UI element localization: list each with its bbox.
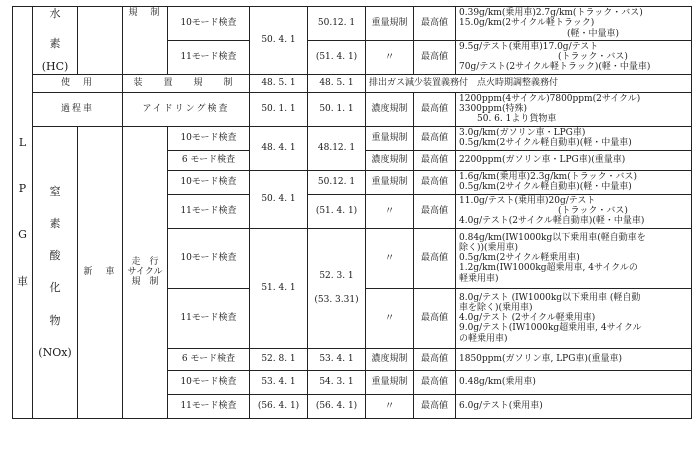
mode-cell: 11モード検査 (168, 288, 250, 348)
shiyou-label: 使 用 (33, 74, 123, 92)
mode-cell: アイドリング検査 (123, 92, 250, 126)
date-applied: 50. 1. 1 (308, 92, 366, 126)
date-applied: 50.12. 1 (308, 170, 366, 194)
limit-values: 3.0g/km(ガソリン車・LPG車) 0.5g/km(2サイクル軽自動車)(軽・中量車) (456, 126, 692, 150)
mode-cell: 11モード検査 (168, 394, 250, 418)
limit-values: 11.0g/テスト(乗用車)20g/テスト (トラック・バス) 4.0g/テスト(2サイクル軽自動車)(軽・中量車) (456, 194, 692, 228)
regulation-type: 〃 (366, 194, 414, 228)
date-applied: (56. 4. 1) (308, 394, 366, 418)
mode-cell: 装 置 規 制 (123, 74, 250, 92)
value-kind: 最高値 (414, 170, 456, 194)
hc-empty-cell (78, 7, 123, 75)
mode-cell: 10モード検査 (168, 370, 250, 394)
date-effective: 51. 4. 1 (250, 228, 308, 348)
regulation-type: 〃 (366, 288, 414, 348)
kisei-label: 規 制 (123, 7, 168, 75)
mode-cell: 11モード検査 (168, 40, 250, 74)
limit-values: 1200ppm(4サイクル)7800ppm(2サイクル) 3300ppm(特殊) 50. 6. 1より貨物車 (456, 92, 692, 126)
limit-values: 8.0g/テスト (IW1000kg以下乗用車 (軽自動 車を除く)(乗用車) 4.0g/テスト (2サイクル軽乗用車) 9.0g/テスト(IW1000kg超乗用車, 4サイクル の軽乗用車) (456, 288, 692, 348)
regulation-type: 重量規制 (366, 7, 414, 41)
date-effective: 50. 4. 1 (250, 170, 308, 228)
mode-cell: 10モード検査 (168, 7, 250, 41)
value-kind: 最高値 (414, 40, 456, 74)
regulation-type: 重量規制 (366, 370, 414, 394)
date-applied-pair (308, 228, 366, 348)
mode-cell: 10モード検査 (168, 170, 250, 194)
date-effective: 50. 1. 1 (250, 92, 308, 126)
value-kind: 最高値 (414, 126, 456, 150)
value-kind: 最高値 (414, 228, 456, 288)
date-applied: 48. 5. 1 (308, 74, 366, 92)
table-row (13, 74, 692, 92)
date-applied: 53. 4. 1 (308, 348, 366, 370)
date-effective: 48. 5. 1 (250, 74, 308, 92)
mode-cell: 11モード検査 (168, 194, 250, 228)
regulation-type: 重量規制 (366, 126, 414, 150)
limit-values: 6.0g/テスト(乗用車) (456, 394, 692, 418)
table-row (13, 92, 692, 126)
table-row (13, 7, 692, 41)
date-effective: 50. 4. 1 (250, 7, 308, 75)
date-effective: 53. 4. 1 (250, 370, 308, 394)
emission-regulation-table (12, 6, 692, 419)
soukou-label: 走 行 サイクル 規 制 (123, 126, 168, 418)
regulation-type: 排出ガス減少装置義務付 点火時期調整義務付 (366, 74, 692, 92)
shin-label: 新 車 (78, 126, 123, 418)
value-kind: 最高値 (414, 92, 456, 126)
lpg-vehicle-label: L P G 車 (13, 7, 33, 419)
limit-values: 1850ppm(ガソリン車, LPG車)(重量車) (456, 348, 692, 370)
date-applied: 48.12. 1 (308, 126, 366, 170)
regulation-type: 濃度規制 (366, 348, 414, 370)
regulation-type: 〃 (366, 228, 414, 288)
date-effective: (56. 4. 1) (250, 394, 308, 418)
regulation-type: 濃度規制 (366, 92, 414, 126)
value-kind: 最高値 (414, 194, 456, 228)
table-row (13, 126, 692, 150)
katei-label: 過程車 (33, 92, 123, 126)
value-kind: 最高値 (414, 348, 456, 370)
value-kind: 最高値 (414, 150, 456, 170)
value-kind: 最高値 (414, 394, 456, 418)
date-applied: 52. 3. 1 (319, 271, 354, 282)
hc-label: 水 素 (HC) (33, 7, 78, 75)
mode-cell: 6 モード検査 (168, 150, 250, 170)
regulation-type: 重量規制 (366, 170, 414, 194)
value-kind: 最高値 (414, 370, 456, 394)
value-kind: 最高値 (414, 288, 456, 348)
limit-values: 0.39g/km(乗用車)2.7g/km(トラック・バス) 15.0g/km(2サイクル軽トラック) (軽・中量車) (456, 7, 692, 41)
date-applied: (53. 3.31) (314, 295, 359, 306)
date-applied: 50.12. 1 (308, 7, 366, 41)
limit-values: 9.5g/テスト(乗用車)17.0g/テスト (トラック・バス) 70g/テスト(2サイクル軽トラック)(軽・中量車) (456, 40, 692, 74)
date-applied: (51. 4. 1) (308, 194, 366, 228)
regulation-type: 〃 (366, 394, 414, 418)
mode-cell: 6 モード検査 (168, 348, 250, 370)
regulation-type: 濃度規制 (366, 150, 414, 170)
limit-values: 1.6g/km(乗用車)2.3g/km(トラック・バス) 0.5g/km(2サイクル軽自動車)(軽・中量車) (456, 170, 692, 194)
nox-label: 窒 素 酸 化 物 (NOx) (33, 126, 78, 418)
limit-values: 0.48g/km(乗用車) (456, 370, 692, 394)
date-applied: (51. 4. 1) (308, 40, 366, 74)
value-kind: 最高値 (414, 7, 456, 41)
date-applied: 54. 3. 1 (308, 370, 366, 394)
date-effective: 48. 4. 1 (250, 126, 308, 170)
mode-cell: 10モード検査 (168, 126, 250, 150)
limit-values: 0.84g/km(IW1000kg以下乗用車(軽自動車を 除く))(乗用車) 0.5g/km(2サイクル軽乗用車) 1.2g/km(IW1000kg超乗用車, 4サイクルの 軽乗用車) (456, 228, 692, 288)
date-effective: 52. 8. 1 (250, 348, 308, 370)
mode-cell: 10モード検査 (168, 228, 250, 288)
regulation-type: 〃 (366, 40, 414, 74)
limit-values: 2200ppm(ガソリン車・LPG車)(重量車) (456, 150, 692, 170)
